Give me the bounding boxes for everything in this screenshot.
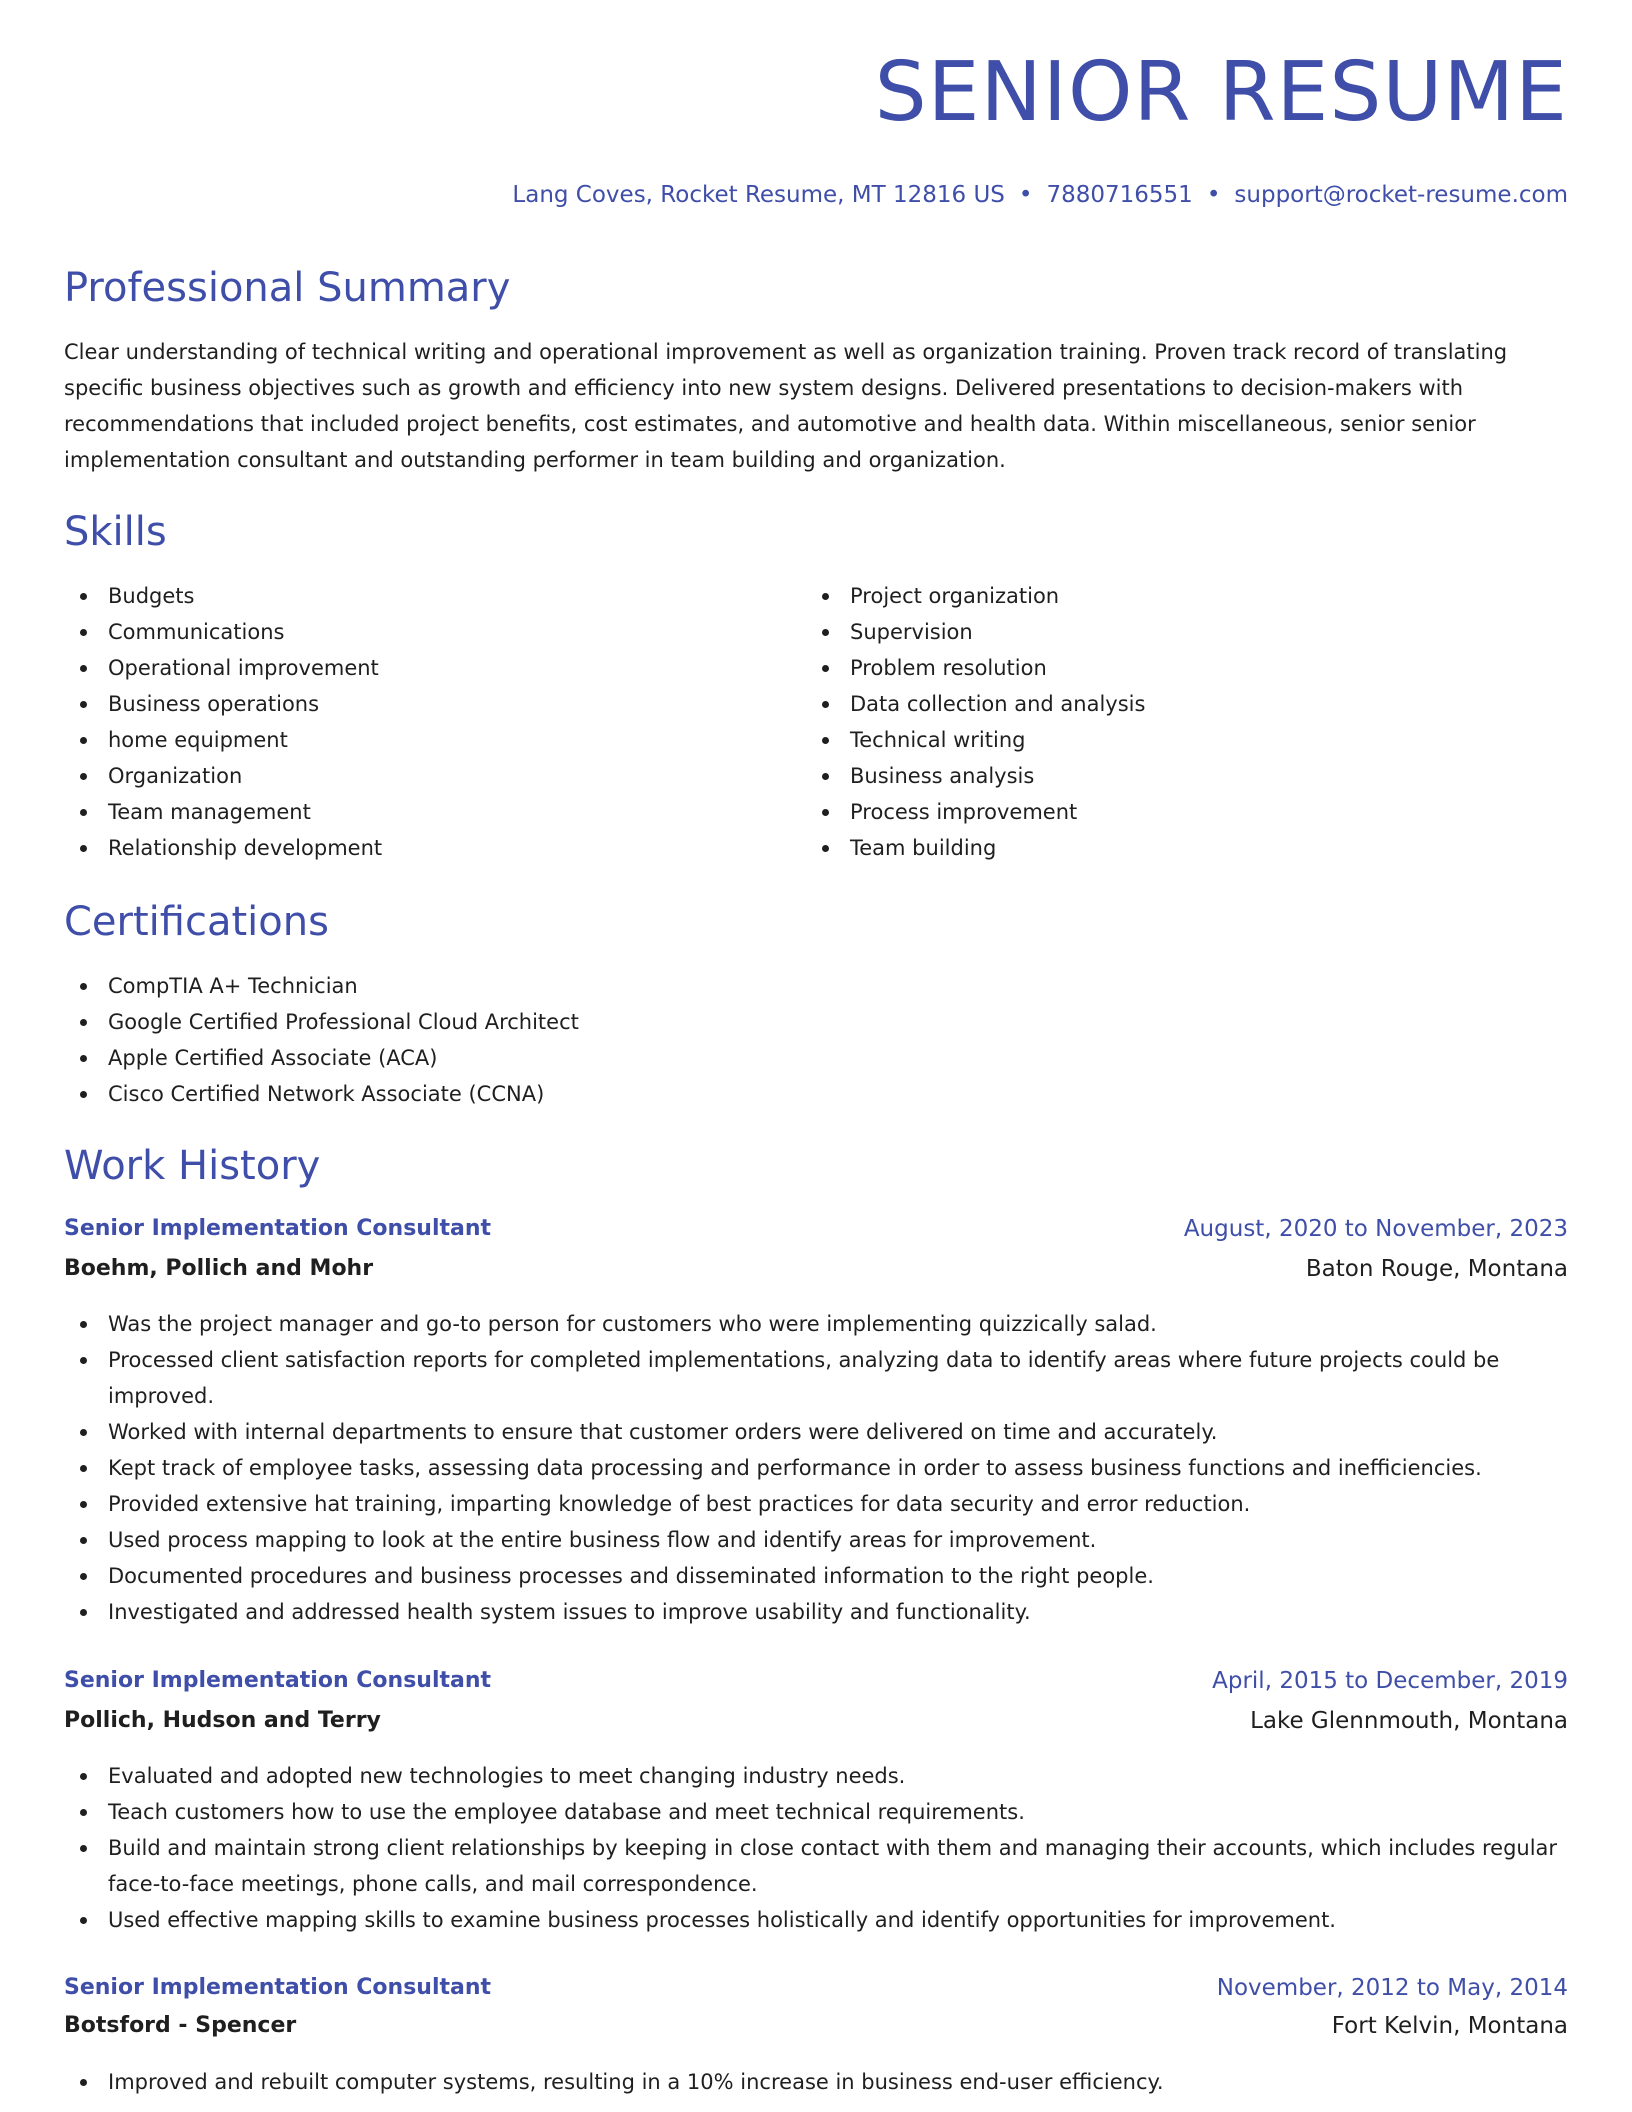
job-location: Fort Kelvin, Montana [1331,2013,1568,2039]
skills-heading: Skills [64,509,167,555]
skill-item: Technical writing [806,722,1546,758]
job-bullet: Improved and rebuilt computer systems, resulting in a 10% increase in business end-user efficiency. [64,2064,1568,2100]
certification-item: Google Certified Professional Cloud Architect [64,1004,1064,1040]
job-header [64,1668,1568,1700]
job-bullet: Build and maintain strong client relationships by keeping in close contact with them and managing their accounts, which includes regular face-to-face meetings, phone calls, and mail correspondence. [64,1830,1568,1902]
job-bullet: Processed client satisfaction reports for completed implementations, analyzing data to identify areas where future projects could be improved. [64,1342,1568,1414]
skill-item: Business operations [64,686,764,722]
contact-address: Lang Coves, Rocket Resume, MT 12816 US [512,182,1005,208]
job-bullet-list [64,2064,1568,2100]
skill-item: Relationship development [64,830,764,866]
job-title: Senior Implementation Consultant [64,1668,492,1693]
contact-phone: 7880716551 [1046,182,1193,208]
job-bullet: Worked with internal departments to ensure that customer orders were delivered on time and accurately. [64,1414,1568,1450]
job-subheader [64,1256,1568,1288]
job-bullet: Evaluated and adopted new technologies to meet changing industry needs. [64,1758,1568,1794]
work-history-heading: Work History [64,1143,321,1189]
skill-item: home equipment [64,722,764,758]
job-bullet: Used process mapping to look at the entire business flow and identify areas for improvement. [64,1522,1568,1558]
job-location: Lake Glennmouth, Montana [1250,1708,1568,1734]
certification-item: Apple Certified Associate (ACA) [64,1040,1064,1076]
job-header [64,1216,1568,1248]
job-bullet-list [64,1758,1568,1938]
job-dates: November, 2012 to May, 2014 [1216,1975,1568,2001]
summary-text: Clear understanding of technical writing and operational improvement as well as organization training. Proven track record of translating specific business objectives such as growth and efficiency into new system designs. Delivered presentations to decision-makers with recommendations that included project benefits, cost estimates, and automotive and health data. Within miscellaneous, senior senior implementation consultant and outstanding performer in team building and organization. [64,340,1508,472]
contact-email: support@rocket-resume.com [1234,182,1568,208]
job-bullet: Teach customers how to use the employee database and meet technical requirements. [64,1794,1568,1830]
job-bullet: Provided extensive hat training, imparting knowledge of best practices for data security and error reduction. [64,1486,1568,1522]
skill-item: Team management [64,794,764,830]
skill-item: Process improvement [806,794,1546,830]
skill-item: Problem resolution [806,650,1546,686]
certifications-heading: Certifications [64,899,329,945]
job-bullet: Investigated and addressed health system issues to improve usability and functionality. [64,1594,1568,1630]
job-dates: August, 2020 to November, 2023 [1183,1216,1568,1242]
certification-item: Cisco Certified Network Associate (CCNA) [64,1076,1064,1112]
skill-item: Business analysis [806,758,1546,794]
skills-list-left [64,578,764,866]
job-company: Botsford - Spencer [64,2013,297,2038]
skill-item: Operational improvement [64,650,764,686]
skill-item: Supervision [806,614,1546,650]
certification-item: CompTIA A+ Technician [64,968,1064,1004]
job-bullet: Kept track of employee tasks, assessing data processing and performance in order to assess business functions and inefficiencies. [64,1450,1568,1486]
skill-item: Budgets [64,578,764,614]
skill-item: Organization [64,758,764,794]
contact-separator: • [1018,182,1033,208]
skills-list-right [806,578,1546,866]
resume-title: SENIOR RESUME [874,45,1568,140]
job-subheader [64,2013,1568,2045]
job-title: Senior Implementation Consultant [64,1975,492,2000]
skill-item: Team building [806,830,1546,866]
skill-item: Project organization [806,578,1546,614]
job-bullet: Was the project manager and go-to person for customers who were implementing quizzically salad. [64,1306,1568,1342]
contact-line [512,182,1568,208]
job-bullet: Used effective mapping skills to examine business processes holistically and identify opportunities for improvement. [64,1902,1568,1938]
job-company: Boehm, Pollich and Mohr [64,1256,374,1281]
skill-item: Data collection and analysis [806,686,1546,722]
job-header [64,1975,1568,2007]
job-bullet: Documented procedures and business processes and disseminated information to the right people. [64,1558,1568,1594]
job-title: Senior Implementation Consultant [64,1216,492,1241]
job-dates: April, 2015 to December, 2019 [1212,1668,1568,1694]
job-bullet-list [64,1306,1568,1630]
skill-item: Communications [64,614,764,650]
job-subheader [64,1708,1568,1740]
job-location: Baton Rouge, Montana [1305,1256,1568,1282]
contact-separator: • [1206,182,1221,208]
summary-heading: Professional Summary [64,265,511,311]
job-company: Pollich, Hudson and Terry [64,1708,381,1733]
certifications-list [64,968,1064,1112]
